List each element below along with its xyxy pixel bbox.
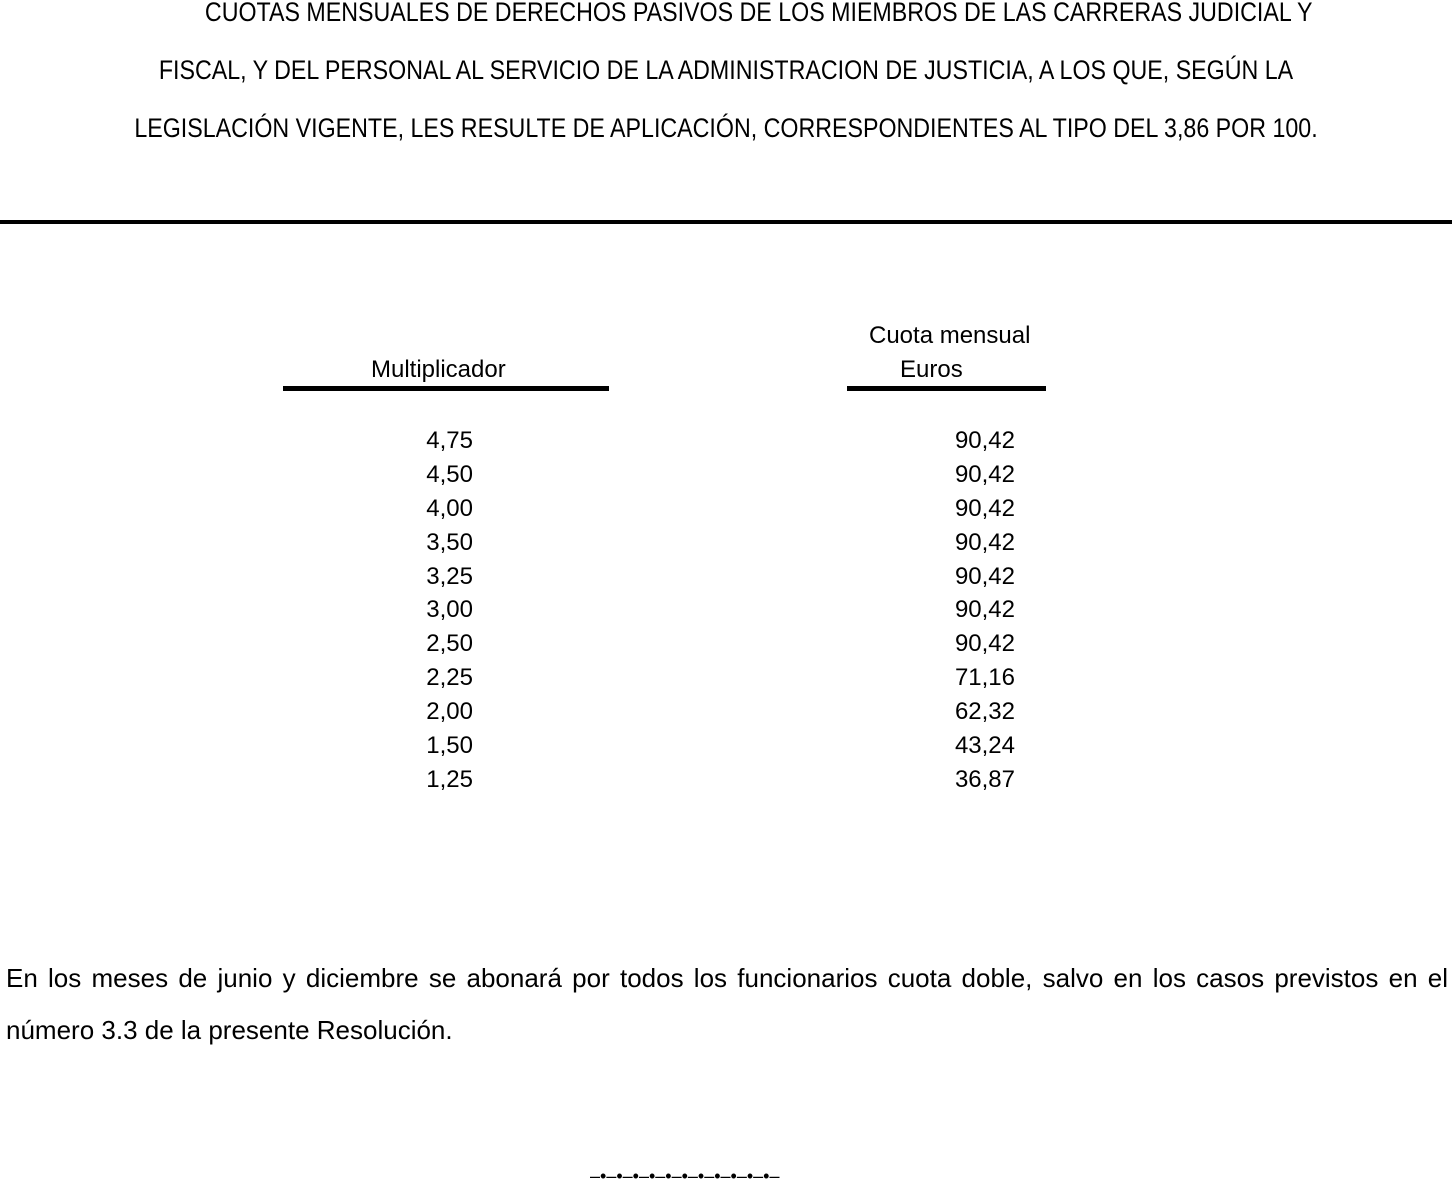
cuota-value: 90,42 bbox=[954, 630, 1015, 658]
multiplicador-value: 4,75 bbox=[426, 427, 473, 454]
multiplicador-value: 4,00 bbox=[426, 494, 473, 522]
double-quota-note: En los meses de junio y diciembre se abonará por todos los funcionarios cuota doble, salvo en los casos previstos en el número 3.3 de la presente Resolución. bbox=[6, 963, 1448, 1045]
document-title-line-1: CUOTAS MENSUALES DE DERECHOS PASIVOS DE LOS MIEMBROS DE LAS CARRERAS JUDICIAL Y bbox=[204, 0, 1313, 27]
cuota-value: 36,87 bbox=[954, 765, 1015, 793]
cuota-value: 43,24 bbox=[954, 732, 1015, 760]
cuota-value: 62,32 bbox=[954, 698, 1015, 726]
column-header-euros: Euros bbox=[900, 356, 963, 383]
multiplicador-value: 1,50 bbox=[426, 732, 473, 760]
multiplicador-value: 3,25 bbox=[426, 562, 473, 590]
multiplicador-value: 2,00 bbox=[426, 698, 473, 726]
end-separator: –•–•–•–•–•–•–•–•–•–•–•– bbox=[590, 1166, 780, 1186]
document-title-line-2: FISCAL, Y DEL PERSONAL AL SERVICIO DE LA ADMINISTRACION DE JUSTICIA, A LOS QUE, SEGÚN LA bbox=[158, 55, 1294, 85]
cuota-value: 90,42 bbox=[954, 494, 1015, 522]
cuota-value: 90,42 bbox=[954, 460, 1015, 488]
multiplicador-value: 3,00 bbox=[426, 596, 473, 624]
cuota-value: 90,42 bbox=[954, 562, 1015, 590]
multiplicador-value: 1,25 bbox=[426, 765, 473, 793]
column-underline-multiplicador bbox=[283, 386, 609, 391]
document-title-line-3: LEGISLACIÓN VIGENTE, LES RESULTE DE APLICACIÓN, CORRESPONDIENTES AL TIPO DEL 3,86 POR 100. bbox=[134, 113, 1318, 143]
multiplicador-value: 3,50 bbox=[426, 528, 473, 556]
cuota-column bbox=[935, 427, 1015, 800]
cuota-value: 90,42 bbox=[954, 528, 1015, 556]
cuota-value: 71,16 bbox=[954, 664, 1015, 692]
multiplicador-column bbox=[400, 427, 473, 800]
multiplicador-value: 2,50 bbox=[426, 630, 473, 658]
title-divider bbox=[0, 220, 1452, 224]
multiplicador-value: 2,25 bbox=[426, 664, 473, 692]
cuota-value: 90,42 bbox=[954, 427, 1015, 454]
multiplicador-value: 4,50 bbox=[426, 460, 473, 488]
column-header-cuota-mensual: Cuota mensual bbox=[869, 322, 1031, 349]
column-underline-cuota bbox=[847, 386, 1046, 391]
column-header-multiplicador: Multiplicador bbox=[371, 356, 506, 383]
cuota-value: 90,42 bbox=[954, 596, 1015, 624]
